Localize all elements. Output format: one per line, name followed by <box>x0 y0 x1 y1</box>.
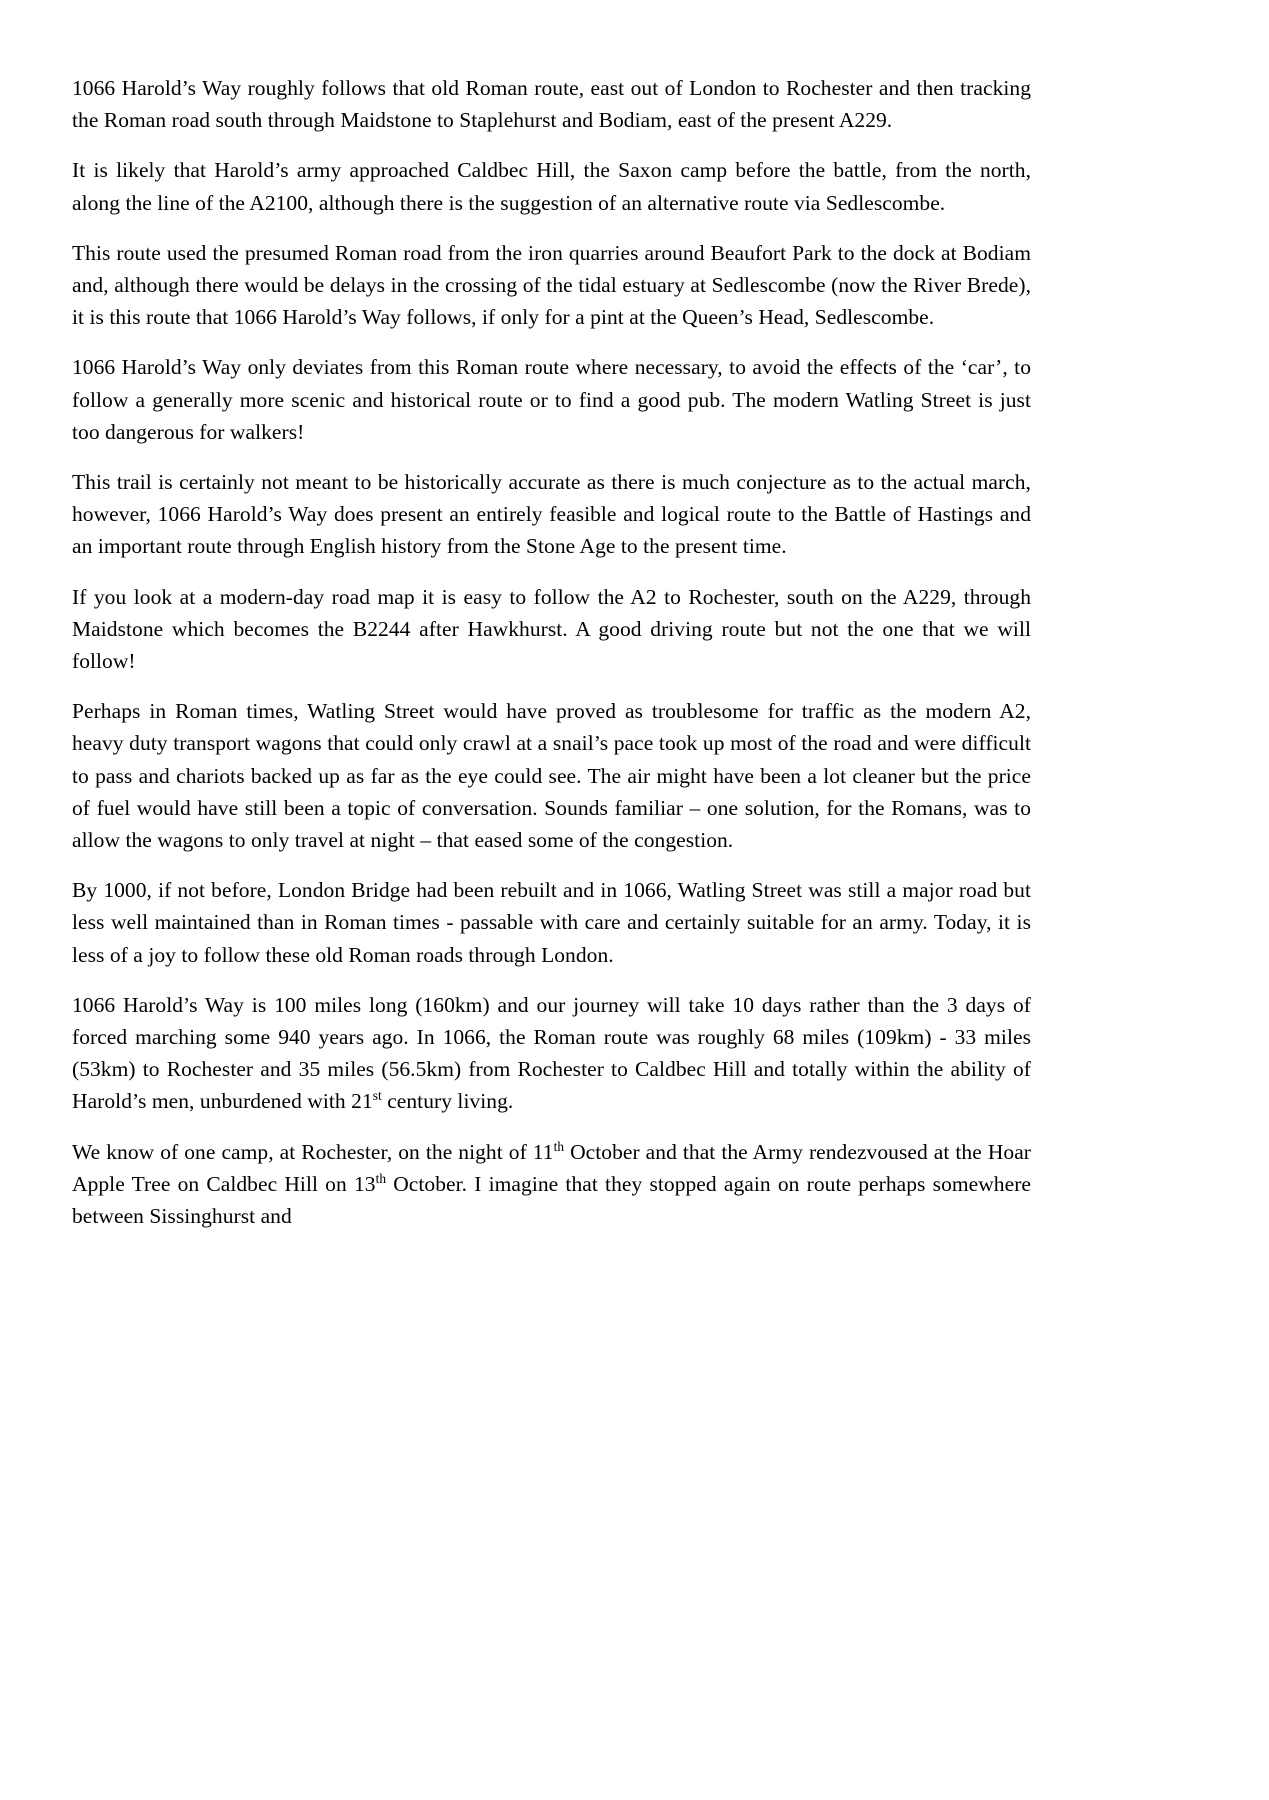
paragraph-9: 1066 Harold’s Way is 100 miles long (160km) and our journey will take 10 days rather than the 3 days of forced marching some 940 years ago. In 1066, the Roman route was roughly 68 miles (109km) - 33 miles (53km) to Rochester and 35 miles (56.5km) from Rochester to Caldbec Hill and totally within the ability of Harold’s men, unburdened with 21st century living. <box>72 992 1031 1114</box>
paragraph-2: It is likely that Harold’s army approached Caldbec Hill, the Saxon camp before the battle, from the north, along the line of the A2100, although there is the suggestion of an alternative route via Sedlescombe. <box>72 158 1031 215</box>
paragraph-3: This route used the presumed Roman road from the iron quarries around Beaufort Park to the dock at Bodiam and, although there would be delays in the crossing of the tidal estuary at Sedlescombe (now the River Brede), it is this route that 1066 Harold’s Way follows, if only for a pint at the Queen’s Head, Sedlescombe. <box>72 240 1031 330</box>
paragraph-1: 1066 Harold’s Way roughly follows that old Roman route, east out of London to Rochester and then tracking the Roman road south through Maidstone to Staplehurst and Bodiam, east of the present A229. <box>72 76 1031 133</box>
ordinal-suffix: th <box>375 1170 387 1186</box>
ordinal-suffix: th <box>553 1138 565 1154</box>
paragraph-7: Perhaps in Roman times, Watling Street would have proved as troublesome for traffic as the modern A2, heavy duty transport wagons that could only crawl at a snail’s pace took up most of the road and were difficult to pass and chariots backed up as far as the eye could see. The air might have been a lot cleaner but the price of fuel would have still been a topic of conversation. Sounds familiar – one solution, for the Romans, was to allow the wagons to only travel at night – that eased some of the congestion. <box>72 699 1031 853</box>
ordinal-suffix: st <box>372 1088 382 1104</box>
document-body <box>72 72 1031 1232</box>
paragraph-10: We know of one camp, at Rochester, on the night of 11th October and that the Army rendezvoused at the Hoar Apple Tree on Caldbec Hill on 13th October. I imagine that they stopped again on route perhaps somewhere between Sissinghurst and <box>72 1138 1032 1229</box>
paragraph-6: If you look at a modern-day road map it is easy to follow the A2 to Rochester, south on the A229, through Maidstone which becomes the B2244 after Hawkhurst. A good driving route but not the one that we will follow! <box>72 584 1031 674</box>
paragraph-5: This trail is certainly not meant to be historically accurate as there is much conjecture as to the actual march, however, 1066 Harold’s Way does present an entirely feasible and logical route to the Battle of Hastings and an important route through English history from the Stone Age to the present time. <box>72 470 1031 559</box>
paragraph-8: By 1000, if not before, London Bridge had been rebuilt and in 1066, Watling Street was still a major road but less well maintained than in Roman times - passable with care and certainly suitable for an army. Today, it is less of a joy to follow these old Roman roads through London. <box>72 878 1031 967</box>
paragraph-4: 1066 Harold’s Way only deviates from this Roman route where necessary, to avoid the effects of the ‘car’, to follow a generally more scenic and historical route or to find a good pub. The modern Watling Street is just too dangerous for walkers! <box>72 355 1031 444</box>
